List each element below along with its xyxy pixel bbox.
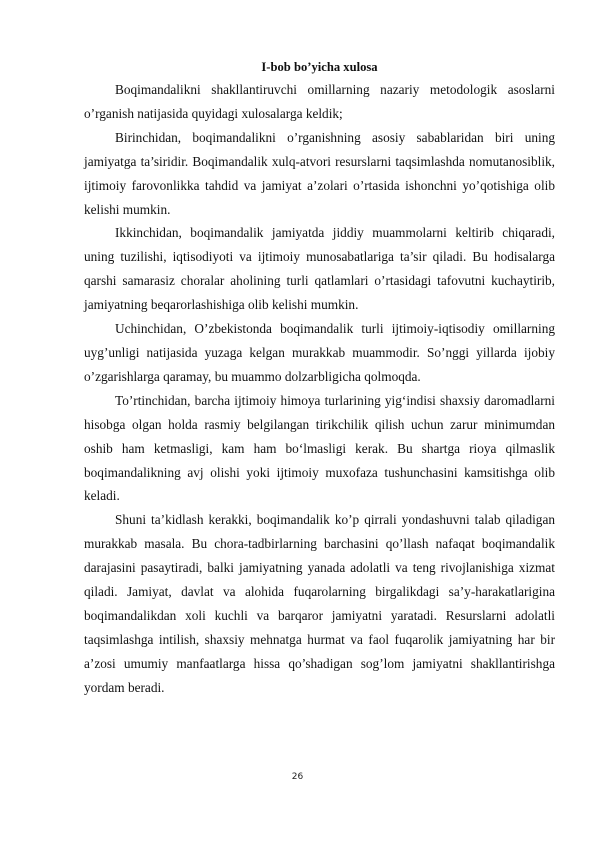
paragraph-third: Uchinchidan, O’zbekistonda boqimandalik turli ijtimoiy-iqtisodiy omillarning uyg’unligi natijasida yuzaga kelgan murakkab muammodir. So’nggi yillarda ijobiy o’zgarishlarga qaramay, bu muammo dolzarbligicha qolmoqda.: [84, 321, 555, 384]
paragraph-intro: Boqimandalikni shakllantiruvchi omillarning nazariy metodologik asoslarni o’rganish natijasida quyidagi xulosalarga keldik;: [84, 82, 555, 121]
chapter-conclusion-title: I-bob bo’yicha xulosa: [261, 60, 378, 74]
paragraph-second: Ikkinchidan, boqimandalik jamiyatda jiddiy muammolarni keltirib chiqaradi, uning tuzilishi, iqtisodiyoti va ijtimoiy munosabatlariga ta’sir qiladi. Bu hodisalarga qarshi samarasiz choralar aholining turli qatlamlari o’rtasidagi tafovutni kuchaytirib, jamiyatning beqarorlashishiga olib kelishi mumkin.: [84, 225, 555, 313]
page-number: 26: [291, 772, 304, 782]
document-page: [84, 56, 555, 700]
paragraph-fourth: To’rtinchidan, barcha ijtimoiy himoya turlarining yig‘indisi shaxsiy daromadlarni hisobga olgan holda rasmiy belgilangan tirikchilik qilish uchun zarur minimumdan oshib ham ketmasligi, kam ham bo‘lmasligi kerak. Bu shartga rioya qilmaslik boqimandalikning avj olishi yoki ijtimoiy muxofaza tushunchasini kamsitishga olib keladi.: [84, 392, 555, 504]
paragraph-first: Birinchidan, boqimandalikni o’rganishning asosiy sabablaridan biri uning jamiyatga ta’siridir. Boqimandalik xulq-atvori resurslarni taqsimlashda nomutanosiblik, ijtimoiy farovonlikka tahdid va jamiyat a’zolari o’rtasida ishonchni yo’qotishiga olib kelishi mumkin.: [84, 129, 555, 217]
paragraph-summary: Shuni ta’kidlash kerakki, boqimandalik ko’p qirrali yondashuvni talab qiladigan murakkab masala. Bu chora-tadbirlarning barchasini qo’llash nafaqat boqimandalik darajasini pasaytiradi, balki jamiyatning yanada adolatli va teng rivojlanishiga xizmat qiladi. Jamiyat, davlat va alohida fuqarolarning birgalikdagi sa’y-harakatlarigina boqimandalikdan xoli kuchli va barqaror jamiyatni yaratadi. Resurslarni adolatli taqsimlashga intilish, shaxsiy mehnatga hurmat va faol fuqarolik jamiyatning har bir a’zosi umumiy manfaatlarga hissa qo’shadigan sog’lom jamiyatni shakllantirishga yordam beradi.: [84, 512, 555, 695]
